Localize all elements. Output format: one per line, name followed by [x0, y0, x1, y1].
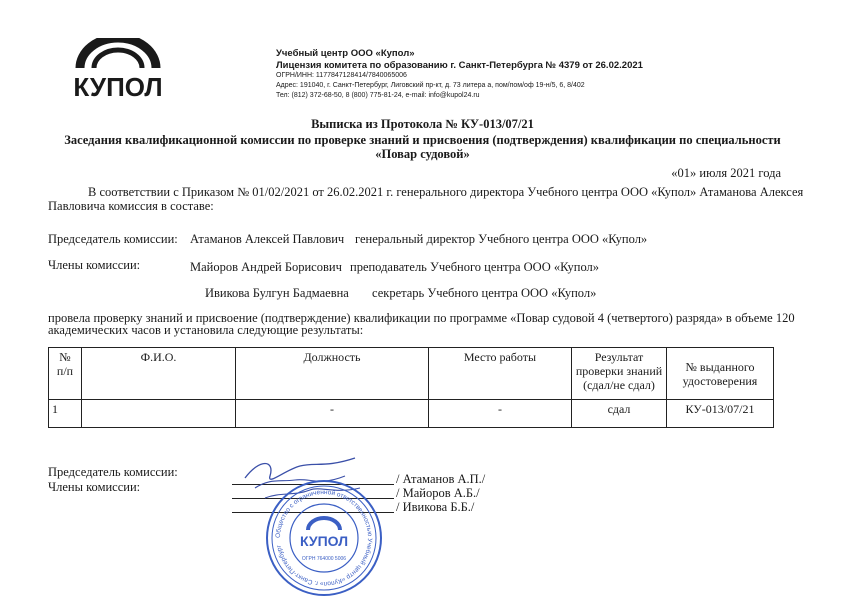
org-name: Учебный центр ООО «Купол» — [276, 48, 415, 59]
result-line-2: академических часов и установила следующие результаты: — [48, 323, 364, 337]
header-cert-1: № выданного — [685, 359, 755, 374]
doc-subtitle: Заседания квалификационной комиссии по проверке знаний и присвоения (подтверждения) квалификации по специальности — [64, 133, 781, 147]
row-result: сдал — [572, 400, 667, 428]
doc-title: Выписка из Протокола № КУ-013/07/21 — [311, 117, 534, 131]
header-result — [572, 348, 667, 400]
company-stamp — [264, 478, 384, 598]
chair-label: Председатель комиссии: — [48, 232, 178, 246]
member1-name: Майоров Андрей Борисович — [190, 260, 342, 274]
chair-name: Атаманов Алексей Павлович — [190, 232, 345, 246]
ogrn-text: ОГРН/ИНН: 1177847128414/7840065006 — [276, 72, 407, 79]
chair-role: генеральный директор Учебного центра ООО «Купол» — [355, 232, 648, 246]
sign-members-label: Члены комиссии: — [48, 480, 141, 494]
header-cert — [667, 348, 774, 400]
members-label: Члены комиссии: — [48, 258, 141, 272]
header-result-1: Результат — [594, 350, 644, 364]
logo-text: КУПОЛ — [73, 72, 163, 102]
row-fio — [82, 400, 236, 428]
header-num-2: п/п — [56, 364, 74, 378]
signature-name-2: / Майоров А.Б./ — [396, 486, 480, 500]
row-cert: КУ-013/07/21 — [667, 400, 774, 428]
header-fio: Ф.И.О. — [82, 348, 236, 400]
stamp-ogrn-text: ОГРН 764000 5006 — [301, 556, 347, 562]
table-row — [49, 400, 774, 428]
address-text: Адрес: 191040, г. Санкт-Петербург, Лиговский пр-кт, д. 73 литера а, пом/пом/оф 19-н/5, 6, 8/402 — [276, 82, 585, 89]
header-num — [49, 348, 82, 400]
header-cert-2: удостоверения — [682, 373, 758, 388]
contacts-text: Тел: (812) 372-68-50, 8 (800) 775-81-24, e-mail: info@kupol24.ru — [276, 92, 480, 99]
intro-line-1: В соответствии с Приказом № 01/02/2021 от 26.02.2021 г. генерального директора Учебного центра ООО «Купол» Атаманова Алексея — [88, 185, 804, 199]
member1-role: преподаватель Учебного центра ООО «Купол» — [350, 260, 600, 274]
results-table — [48, 347, 774, 428]
stamp-center-text: КУПОЛ — [299, 533, 349, 549]
result-line-1: провела проверку знаний и присвоение (подтверждение) квалификации по программе «Повар судовой 4 (четвертого) разряда» в объеме 120 — [48, 311, 795, 325]
intro-line-2: Павловича комиссия в составе: — [48, 199, 214, 213]
row-workplace: - — [429, 400, 572, 428]
member2-role: секретарь Учебного центра ООО «Купол» — [372, 286, 597, 300]
row-position: - — [236, 400, 429, 428]
header-position: Должность — [236, 348, 429, 400]
company-logo — [58, 38, 178, 102]
signature-name-3: / Ивикова Б.Б./ — [396, 500, 475, 514]
doc-specialty: «Повар судовой» — [375, 147, 470, 161]
stamp-ring-text: Общество с ограниченной ответственностью Учебный центр «Купол» г. Санкт-Петербург — [274, 488, 374, 588]
header-result-2: проверки знаний — [575, 364, 663, 378]
table-header-row — [49, 348, 774, 400]
license-text: Лицензия комитета по образованию г. Санкт-Петербурга № 4379 от 26.02.2021 — [276, 60, 643, 71]
sign-chair-label: Председатель комиссии: — [48, 465, 178, 479]
signature-name-1: / Атаманов А.П./ — [396, 472, 486, 486]
doc-date: «01» июля 2021 года — [671, 166, 781, 180]
header-workplace: Место работы — [429, 348, 572, 400]
header-num-1: № — [59, 350, 71, 364]
row-num: 1 — [49, 400, 82, 428]
header-result-3: (сдал/не сдал) — [583, 378, 655, 392]
member2-name: Ивикова Булгун Бадмаевна — [205, 286, 349, 300]
